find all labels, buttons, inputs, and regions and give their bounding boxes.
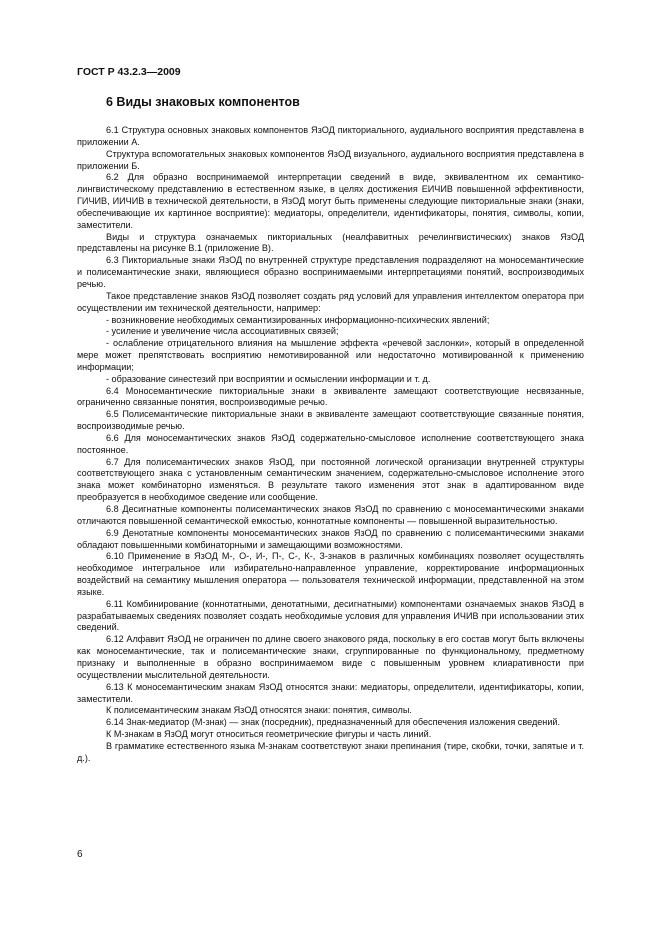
paragraph: В грамматике естественного языка М-знакам соответствуют знаки препинания (тире, скобки, точки, запятые и т. д.).	[77, 740, 584, 763]
paragraph-6-9: 6.9 Денотатные компоненты моносемантических знаков ЯзОД по сравнению с полисемантическими знаками обладают повышенными комбинаторными и замещающими возможностями.	[77, 527, 584, 550]
list-item: - возникновение необходимых семантизированных информационно-психических явлений;	[106, 314, 490, 325]
paragraph-6-1: 6.1 Структура основных знаковых компонентов ЯзОД пикториального, аудиального восприятия представлена в приложении А.	[77, 125, 584, 147]
paragraph-6-8: 6.8 Десигнатные компоненты полисемантических знаков ЯзОД по сравнению с моносемантическими знаками отличаются повышенной семантической емкостью, коннотатные компоненты — повышенной выразительностью.	[77, 504, 584, 526]
list-item: - образование синестезий при восприятии и осмыслении информации и т. д.	[106, 373, 431, 384]
paragraph-6-3: 6.3 Пикториальные знаки ЯзОД по внутренней структуре представления подразделяют на моносемантические и полисемантические знаки, являющиеся образно воспринимаемыми интерпретациями понятий, воспроизводимых речью.	[77, 255, 584, 289]
paragraph-6-6: 6.6 Для моносемантических знаков ЯзОД содержательно-смысловое исполнение соответствующего знака постоянное.	[77, 432, 584, 455]
paragraph: Структура вспомогательных знаковых компонентов ЯзОД визуального, аудиального восприятия представлена в приложении Б.	[77, 148, 584, 171]
paragraph-6-13: 6.13 К моносемантическим знакам ЯзОД относятся знаки: медиаторы, определители, идентификаторы, копии, заместители.	[77, 681, 584, 704]
paragraph: К М-знакам в ЯзОД могут относиться геометрические фигуры и часть линий.	[106, 729, 432, 740]
paragraph-6-11: 6.11 Комбинирование (коннотатными, денотатными, десигнатными) компонентами означаемых знаков ЯзОД в разрабатываемых сведениях позволяет создать необходимые условия для управления ИЧИВ при использовании этих сведений.	[77, 598, 584, 633]
paragraph-6-7: 6.7 Для полисемантических знаков ЯзОД, при постоянной логической организации внутренней структуры соответствующего знака с установленным семантическим значением, содержательно-смысловое исполнение этого знака может комбинаторно изменяться. В результате такого изменения этот знак в адаптированном виде преобразуется в необходимое сведение или сообщение.	[77, 456, 584, 503]
list-item: - усиление и увеличение числа ассоциативных связей;	[106, 326, 339, 337]
paragraph-6-14: 6.14 Знак-медиатор (М-знак) — знак (посредник), предназначенный для обеспечения изложения сведений.	[106, 717, 561, 728]
paragraph-6-2: 6.2 Для образно воспринимаемой интерпретации сведений в виде, эквивалентном их семантико-лингвистическому представлению в естественном языке, в целях достижения ЕИЧИВ повышенной эффективности, ГИЧИВ, ИИЧИВ в технической деятельности, в ЯзОД могут быть применены следующие пикториальные знаки (знаки, обеспечивающие их картинное восприятие): медиаторы, определители, идентификаторы, понятия, символы, копии, заместители.	[77, 172, 584, 230]
paragraph-6-4: 6.4 Моносемантические пикториальные знаки в эквиваленте замещают соответствующие несвязанные, ограниченно связанные понятия, воспроизводимые речью.	[77, 385, 584, 408]
paragraph: К полисемантическим знакам ЯзОД относятся знаки: понятия, символы.	[106, 705, 412, 716]
paragraph-6-12: 6.12 Алфавит ЯзОД не ограничен по длине своего знакового ряда, поскольку в его состав могут быть включены как моносемантические, так и полисемантические знаки, сгруппированные по функциональному, предметному признаку и выполненные в образно воспринимаемом виде с повышенным уровнем клиаративности при осуществлении мыслительной деятельности.	[77, 634, 584, 680]
page-number: 6	[77, 849, 83, 860]
section-body	[77, 125, 584, 765]
list-item: - ослабление отрицательного влияния на мышление эффекта «речевой заслонки», который в определенной мере может препятствовать восприятию немотивированной или недостаточно мотивированной к применению информации;	[77, 338, 584, 372]
paragraph-6-5: 6.5 Полисемантические пикториальные знаки в эквиваленте замещают соответствующие связанные понятия, воспроизводимые речью.	[77, 409, 584, 432]
document-header: ГОСТ Р 43.2.3—2009	[77, 66, 181, 78]
paragraph: Такое представление знаков ЯзОД позволяет создать ряд условий для управления интеллектом оператора при осуществлении им технической деятельности, например:	[77, 290, 584, 313]
paragraph: Виды и структура означаемых пикториальных (неалфавитных речелингвистических) знаков ЯзОД представлены на рисунке В.1 (приложение В).	[77, 231, 584, 254]
paragraph-6-10: 6.10 Применение в ЯзОД М-, О-, И-, П-, С-, К-, З-знаков в различных комбинациях позволяет осуществлять необходимое интегральное или избирательно-направленное управление, корректирование информационных воздействий на семантику мышления оператора — пользователя технической информации, представленной на этом языке.	[77, 551, 584, 597]
section-heading: 6 Виды знаковых компонентов	[106, 95, 300, 109]
